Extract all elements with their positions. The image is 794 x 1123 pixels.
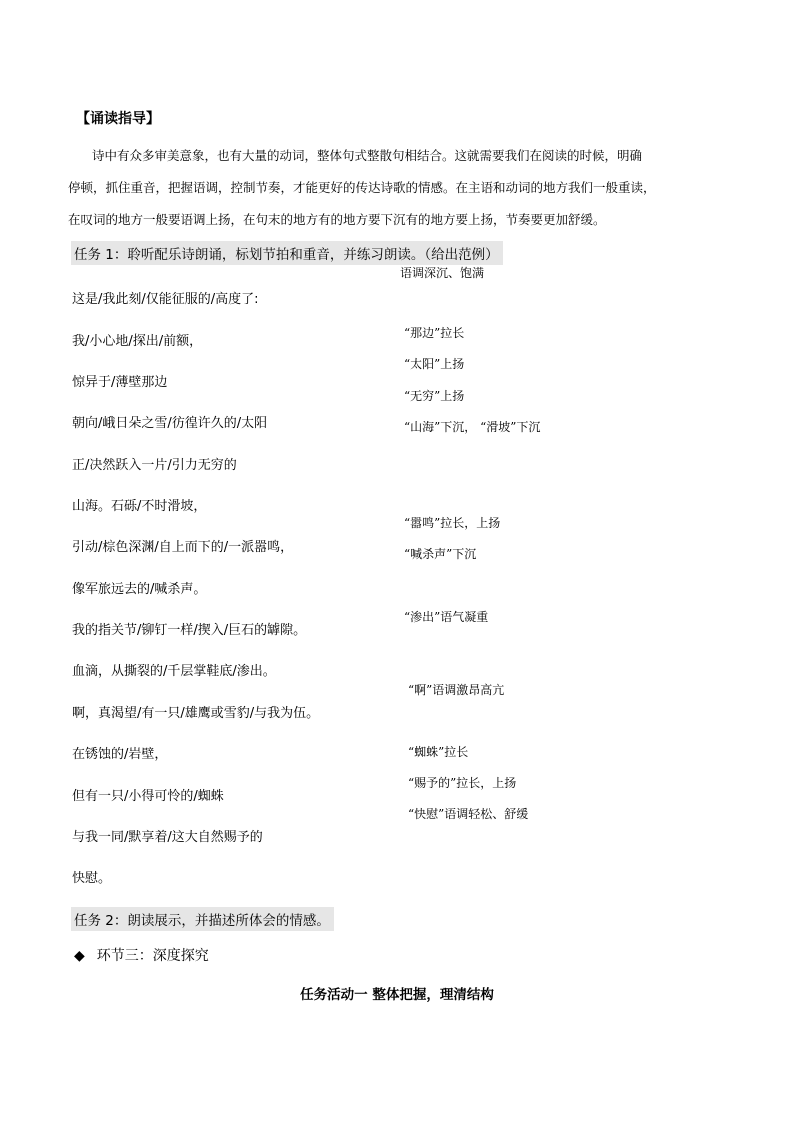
poem-line: 我/小心地/探出/前额，	[72, 334, 203, 349]
reading-note: “快慰”语调轻松、舒缓	[408, 807, 529, 821]
reading-note: “无穷”上扬	[404, 389, 465, 403]
task-2-label: 任务 2：朗读展示，并描述所体会的情感。	[71, 907, 334, 931]
intro-paragraph	[68, 140, 732, 236]
section-heading	[74, 945, 209, 965]
reading-note: 语调深沉、饱满	[400, 266, 485, 280]
poem-line: 像军旅远去的/喊杀声。	[72, 582, 207, 597]
activity-subtitle: 任务活动一 整体把握，理清结构	[300, 987, 494, 1003]
poem-line: 山海。石砾/不时滑坡，	[72, 499, 207, 514]
poem-line: 我的指关节/铆钉一样/揳入/巨石的罅隙。	[72, 623, 307, 638]
poem-line: 与我一同/默享着/这大自然赐予的	[72, 830, 263, 845]
task-1-label: 任务 1：聆听配乐诗朗诵，标划节拍和重音，并练习朗读。（给出范例）	[71, 241, 503, 265]
section-title: 环节三：深度探究	[96, 948, 209, 964]
poem-line: 啊，真渴望/有一只/雄鹰或雪豹/与我为伍。	[72, 706, 320, 721]
poem-line: 但有一只/小得可怜的/蜘蛛	[72, 789, 224, 804]
reading-note: “那边”拉长	[404, 326, 465, 340]
reading-note: “山海”下沉， “滑坡”下沉	[404, 420, 541, 434]
intro-line: 停顿，抓住重音，把握语调，控制节奏，才能更好的传达诗歌的情感。在主语和动词的地方我们一般重读，	[68, 180, 656, 195]
diamond-bullet-icon: ◆	[74, 948, 85, 964]
poem-line: 正/决然跃入一片/引力无穷的	[72, 458, 237, 473]
poem-line: 快慰。	[72, 871, 112, 886]
poem-line: 引动/棕色深渊/自上而下的/一派嚣鸣，	[72, 540, 294, 555]
poem-line: 朝向/峨日朵之雪/彷徨许久的/太阳	[72, 416, 268, 431]
reading-note: “赐予的”拉长，上扬	[408, 776, 517, 790]
reading-note: “太阳”上扬	[404, 357, 465, 371]
reading-note: “喊杀声”下沉	[404, 547, 477, 561]
intro-line: 在叹词的地方一般要语调上扬，在句末的地方有的地方要下沉有的地方要上扬，节奏要更加舒缓。	[68, 212, 606, 227]
poem-line: 在锈蚀的/岩壁，	[72, 747, 168, 762]
reading-guide-heading: 【诵读指导】	[76, 111, 160, 127]
poem-line: 血滴，从撕裂的/千层掌鞋底/渗出。	[72, 664, 276, 679]
reading-note: “嚣鸣”拉长，上扬	[404, 516, 501, 530]
reading-note: “渗出”语气凝重	[404, 610, 489, 624]
poem-line: 惊异于/薄壁那边	[72, 375, 168, 390]
reading-note: “蜘蛛”拉长	[408, 745, 469, 759]
intro-line: 诗中有众多审美意象，也有大量的动词，整体句式整散句相结合。这就需要我们在阅读的时候，明确	[92, 148, 643, 163]
reading-note: “啊”语调激昂高亢	[408, 683, 505, 697]
poem-line: 这是/我此刻/仅能征服的/高度了:	[72, 292, 259, 307]
